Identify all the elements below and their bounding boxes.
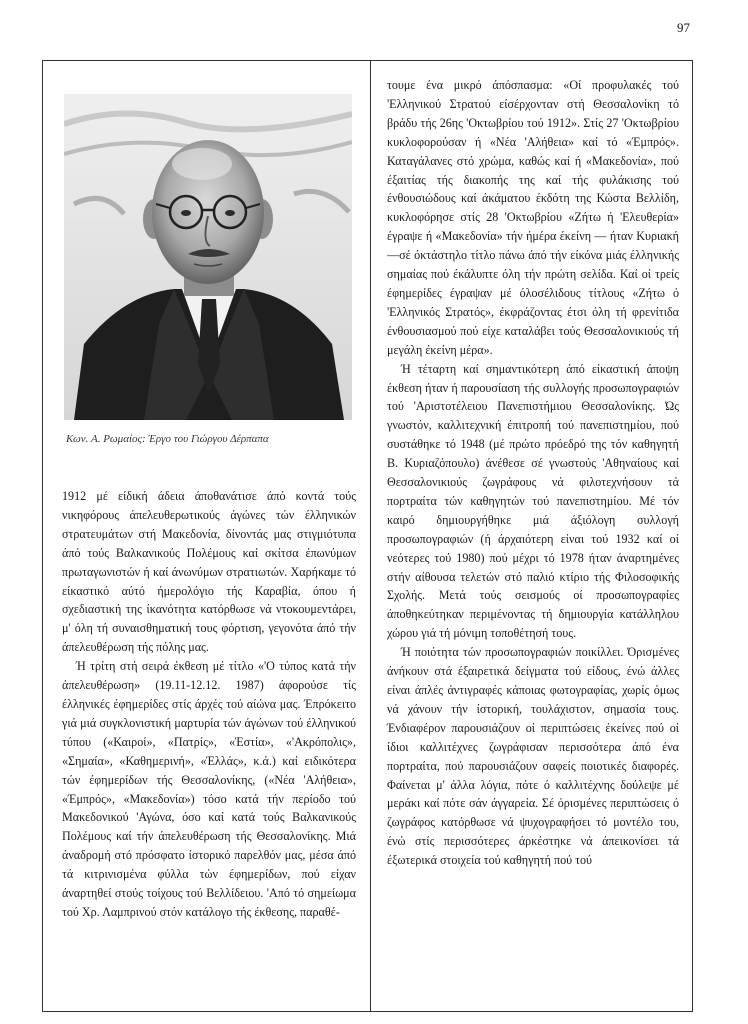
paragraph: Ή τρίτη στή σειρά έκθεση μέ τίτλο «'Ο τύπος κατά τήν άπελευθέρωση» (19.11-12.12. 1987) άφορούσε τίς έλληνικές έφημερίδες στίς άρχές τού αίώνα μας. Έπρόκειτο γιά μιά συγκλονιστική μαρτυρία τών άγώνων τού έλληνικού τύπου («Καιροί», «Πατρίς», «Έστία», «'Ακρόπολις», «Σημαία», «Καθημερινή», «Έλλάς», κ.ά.) καί ειδικότερα τών έφημερίδων τής Θεσσαλονίκης, («Νέα 'Αλήθεια», «Έμπρός», «Μακεδονία») τόσο κατά τήν περίοδο τού Μακεδονικού 'Αγώνα, όσο καί κατά τούς Βαλκανικούς Πολέμους καί τήν άπελευθέρωση τής Θεσσαλονίκης. Μιά άναδρομή στό πρόσφατο ίστορικό παρελθόν μας, μέσα άπό τά κιτρινισμένα φύλλα τών έφημερίδων, πού είχαν άναρτηθεί στούς τοίχους τού Βελλίδειου. 'Από τό σημείωμα τού Χρ. Λαμπρινού στόν κατάλογο τής έκθεσης, παραθέ- — [62, 659, 356, 919]
paragraph: 1912 μέ είδική άδεια άποθανάτισε άπό κοντά τούς νικηφόρους άπελευθερωτικούς άγώνες τών έλληνικών στρατευμάτων στή Μακεδονία, δίνοντάς μας στιγμιότυπα άπό τούς Βαλκανικούς Πολέμους καί σκίτσα έπωνύμων πρωταγωνιστών ή καί άνωνύμων στρατιωτών. Χαρήκαμε τό είκαστικό αύτό ήμερολόγιο τής Καραβία, όπου ή σχεδιαστική της ίκανότητα κατόρθωσε νά ντοκουμεντάρει, μ' όλη τή συναισθηματική τους φόρτιση, γεγονότα άπό τήν άπελευθέρωση τής πόλης μας. — [62, 489, 356, 655]
page-number: 97 — [677, 20, 690, 35]
paragraph: Ή τέταρτη καί σημαντικότερη άπό είκαστική άποψη έκθεση ήταν ή παρουσίαση τής συλλογής προσωπογραφιών τού 'Αριστοτέλειου Πανεπιστήμιου Θεσσαλονίκης. Ώς γνωστόν, καλλιτεχνική έπιτροπή τού πανεπιστημίου, πού συστάθηκε τό 1948 (μέ πρώτο πρόεδρό της τόν καθηγητή Β. Κυριαζόπουλο) άνέθεσε σέ γνωστούς 'Αθηναίους καί Θεσσαλονικιούς ζωγράφους νά φιλοτεχνήσουν τά πορτραίτα τών καθηγητών τού πανεπιστημίου. Μέ τόν καιρό δημιουργήθηκε μιά άξιόλογη συλλογή προσωπογραφιών (ή άρχαιότερη είναι τού 1932 καί οί νεότερες τού 1980) πού μέχρι τό 1978 ήταν άναρτημένες στήν αίθουσα τελετών στό παλιό κτίριο τής Φιλοσοφικής Σχολής. Μετά τούς σεισμούς οί προσωπογραφίες άποθηκεύτηκαν περιμένοντας τή δημιουργία κατάλληλου χώρου γιά τή μόνιμη τοποθέτησή τους. — [387, 361, 679, 641]
left-column-text — [62, 487, 356, 922]
paragraph: τουμε ένα μικρό άπόσπασμα: «Οί προφυλακές τού 'Ελληνικού Στρατού είσέρχονταν στή Θεσσαλονίκη τό βράδυ τής 26ης 'Οκτωβρίου τού 1912». Στίς 27 'Οκτωβρίου κυκλοφορούσαν ή «Νέα 'Αλήθεια» καί τό «Έμπρός». Καταγάλανες στό χρώμα, καθώς καί ή «Μακεδονία», πού έξαιτίας τής διακοπής της καί τής φυλάκισης τού ένθουσιώδους καί άκάματου έκδότη της Κώστα Βελλίδη, κυκλοφόρησε στίς 28 'Οκτωβρίου «Ζήτω ή 'Ελευθερία» έγραψε ή «Μακεδονία» τήν ήμέρα έκείνη — ήταν Κυριακή—σέ όκτάστηλο τίτλο πάνω άπό τήν είκόνα μιάς έλληνικής σημαίας πού έκάλυπτε όλη τήν πρώτη σελίδα. Καί οί τρείς έφημερίδες έγραψαν μέ όλοσέλιδους τίτλους «Ζήτω ό 'Ελληνικός Στρατός», έκφράζοντας έτσι όλη τή φρενίτιδα ένθουσιασμού πού είχε καταλάβει τούς Θεσσαλονικιούς τή μεγάλη έκείνη μέρα». — [387, 78, 679, 357]
right-column-text — [387, 76, 679, 870]
portrait-photo — [64, 94, 352, 420]
photo-caption: Κων. Α. Ρωμαίος: Έργο του Γιώργου Δέρπαπα — [66, 433, 269, 445]
paragraph: Ή ποιότητα τών προσωπογραφιών ποικίλλει. Όρισμένες άνήκουν στά έξαιρετικά δείγματα τού είδους, ένώ άλλες είναι άπλές άντιγραφές κάποιας φωτογραφίας, χωρίς όμως νά χάνουν τήν ίστορική, τουλάχιστον, σημασία τους. Ένδιαφέρον παρουσιάζουν οί περιπτώσεις έκείνες πού οί ίδιοι καλλιτέχνες ζωγράφισαν περισσότερα άπό ένα πορτραίτα, πού παρουσιάζουν σαφείς ποιοτικές διαφορές. Φαίνεται μ' άλλα λόγια, πότε ό καλλιτέχνης δούλεψε μέ μεράκι καί πότε σάν άγγαρεία. Σέ όρισμένες περιπτώσεις ό ζωγράφος κατόρθωσε νά ψυχογραφήσει τό μοντέλο του, ένώ στίς περισσότερες άρκέστηκε νά άπεικονίσει τά έξωτερικά στοιχεία τού καθηγητή πού τού — [387, 645, 679, 868]
column-divider — [370, 60, 371, 1012]
